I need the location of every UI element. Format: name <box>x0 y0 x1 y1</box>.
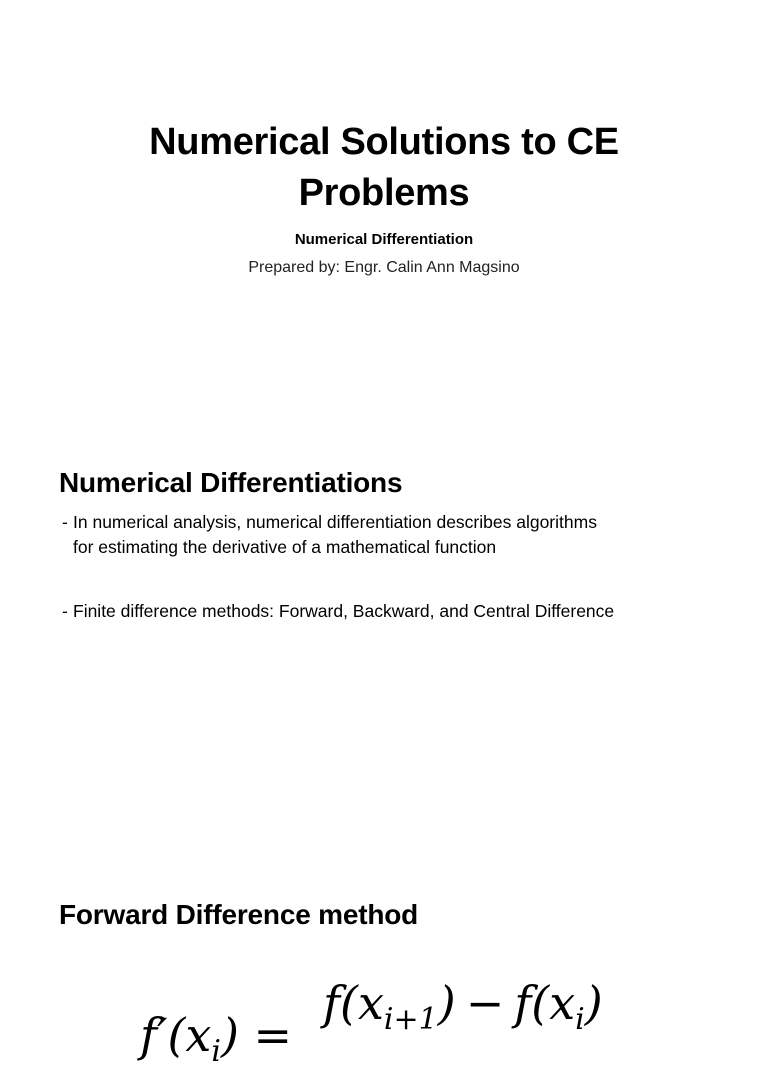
bullet-text-line: for estimating the derivative of a mathematical function <box>73 537 497 557</box>
formula-term: ) = <box>220 1008 293 1062</box>
bullet-text-line: In numerical analysis, numerical differentiation describes algorithms <box>73 512 597 532</box>
formula-subscript: i <box>575 1002 585 1037</box>
section-heading-numerical-differentiations: Numerical Differentiations <box>59 467 403 498</box>
formula-numerator <box>323 978 603 1045</box>
formula-term: f(x <box>323 976 384 1030</box>
author-credit: Prepared by: Engr. Calin Ann Magsino <box>248 259 520 276</box>
bullet-item <box>62 599 614 624</box>
formula-term: f′(x <box>140 1008 212 1062</box>
bullet-marker: - <box>62 512 68 532</box>
slide-title-line-2: Problems <box>298 172 470 214</box>
bullet-item <box>62 510 597 560</box>
slide-subtitle: Numerical Differentiation <box>294 231 474 248</box>
bullet-marker: - <box>62 601 68 621</box>
formula-term: ) <box>437 976 456 1030</box>
section-heading-forward-difference: Forward Difference method <box>59 899 419 930</box>
formula-term: ) <box>584 976 603 1030</box>
formula-minus-sign: − <box>465 976 505 1030</box>
formula-subscript: i+1 <box>383 1002 438 1037</box>
formula-term: f(x <box>514 976 576 1030</box>
formula-lhs <box>140 1010 292 1077</box>
bullet-text-line: Finite difference methods: Forward, Backward, and Central Difference <box>73 601 615 621</box>
formula-subscript: i <box>211 1034 221 1069</box>
slide-title-line-1: Numerical Solutions to CE <box>149 121 619 163</box>
